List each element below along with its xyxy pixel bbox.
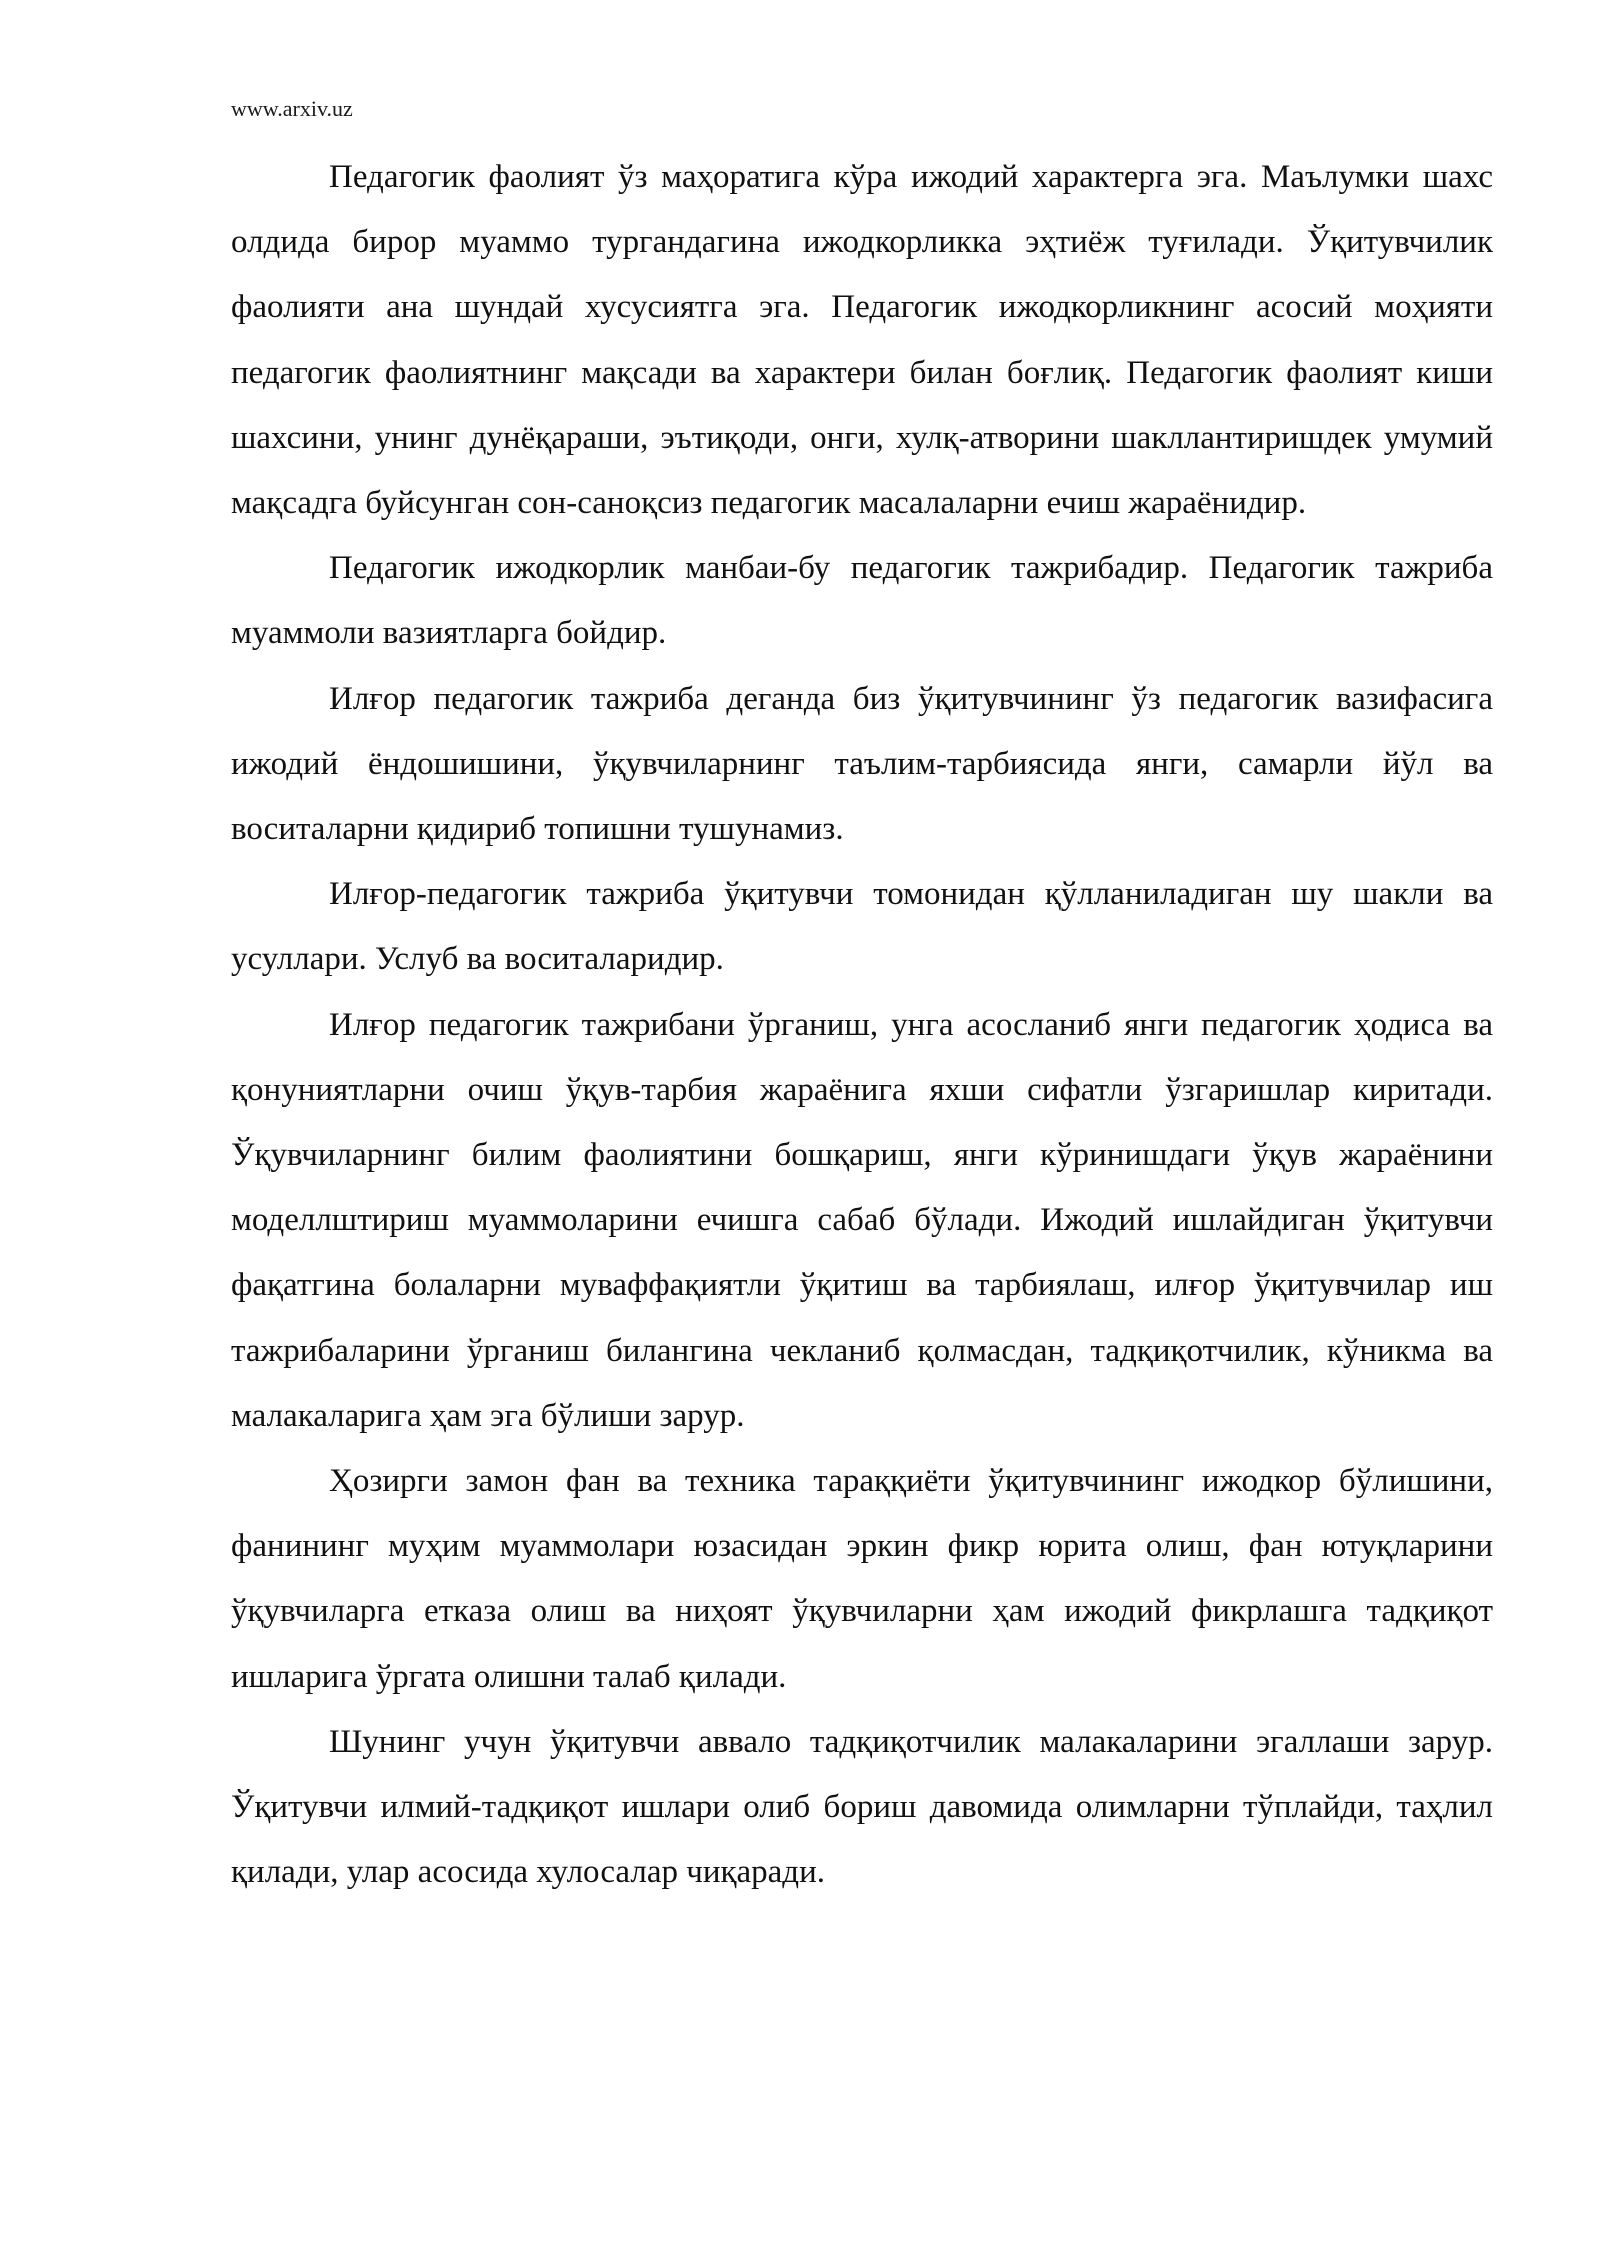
paragraph: Ҳозирги замон фан ва техника тараққиёти ўқитувчининг ижодкор бўлишини, фанининг муҳим муаммолари юзасидан эркин фикр юрита олиш, фан ютуқларини ўқувчиларга етказа олиш ва ниҳоят ўқувчиларни ҳам ижодий фикрлашга тадқиқот ишларига ўргата олишни талаб қилади.	[231, 1463, 1493, 1695]
site-url-header: www.arxiv.uz	[231, 96, 353, 121]
paragraph: Педагогик ижодкорлик манбаи-бу педагогик тажрибадир. Педагогик тажриба муаммоли вазиятларга бойдир.	[231, 550, 1493, 652]
paragraph: Педагогик фаолият ўз маҳоратига кўра ижодий характерга эга. Маълумки шахс олдида бирор муаммо тургандагина ижодкорликка эҳтиёж туғилади. Ўқитувчилик фаолияти ана шундай хусусиятга эга. Педагогик ижодкорликнинг асосий моҳияти педагогик фаолиятнинг мақсади ва характери билан боғлиқ. Педагогик фаолият киши шахсини, унинг дунёқараши, эътиқоди, онги, хулқ-атворини шакллантиришдек умумий мақсадга буйсунган сон-саноқсиз педагогик масалаларни ечиш жараёнидир.	[231, 159, 1493, 522]
document-body	[231, 145, 1493, 1905]
paragraph: Илғор-педагогик тажриба ўқитувчи томонидан қўлланиладиган шу шакли ва усуллари. Услуб ва воситаларидир.	[231, 876, 1493, 978]
paragraph: Шунинг учун ўқитувчи аввало тадқиқотчилик малакаларини эгаллаши зарур. Ўқитувчи илмий-тадқиқот ишлари олиб бориш давомида олимларни тўплайди, таҳлил қилади, улар асосида хулосалар чиқаради.	[231, 1723, 1493, 1891]
paragraph: Илғор педагогик тажриба деганда биз ўқитувчининг ўз педагогик вазифасига ижодий ёндошишини, ўқувчиларнинг таълим-тарбиясида янги, самарли йўл ва воситаларни қидириб топишни тушунамиз.	[231, 680, 1493, 848]
paragraph: Илғор педагогик тажрибани ўрганиш, унга асосланиб янги педагогик ҳодиса ва қонуниятларни очиш ўқув-тарбия жараёнига яхши сифатли ўзгаришлар киритади. Ўқувчиларнинг билим фаолиятини бошқариш, янги кўринишдаги ўқув жараёнини моделлштириш муаммоларини ечишга сабаб бўлади. Ижодий ишлайдиган ўқитувчи фақатгина болаларни муваффақиятли ўқитиш ва тарбиялаш, илғор ўқитувчилар иш тажрибаларини ўрганиш билангина чекланиб қолмасдан, тадқиқотчилик, кўникма ва малакаларига ҳам эга бўлиши зарур.	[231, 1006, 1493, 1434]
